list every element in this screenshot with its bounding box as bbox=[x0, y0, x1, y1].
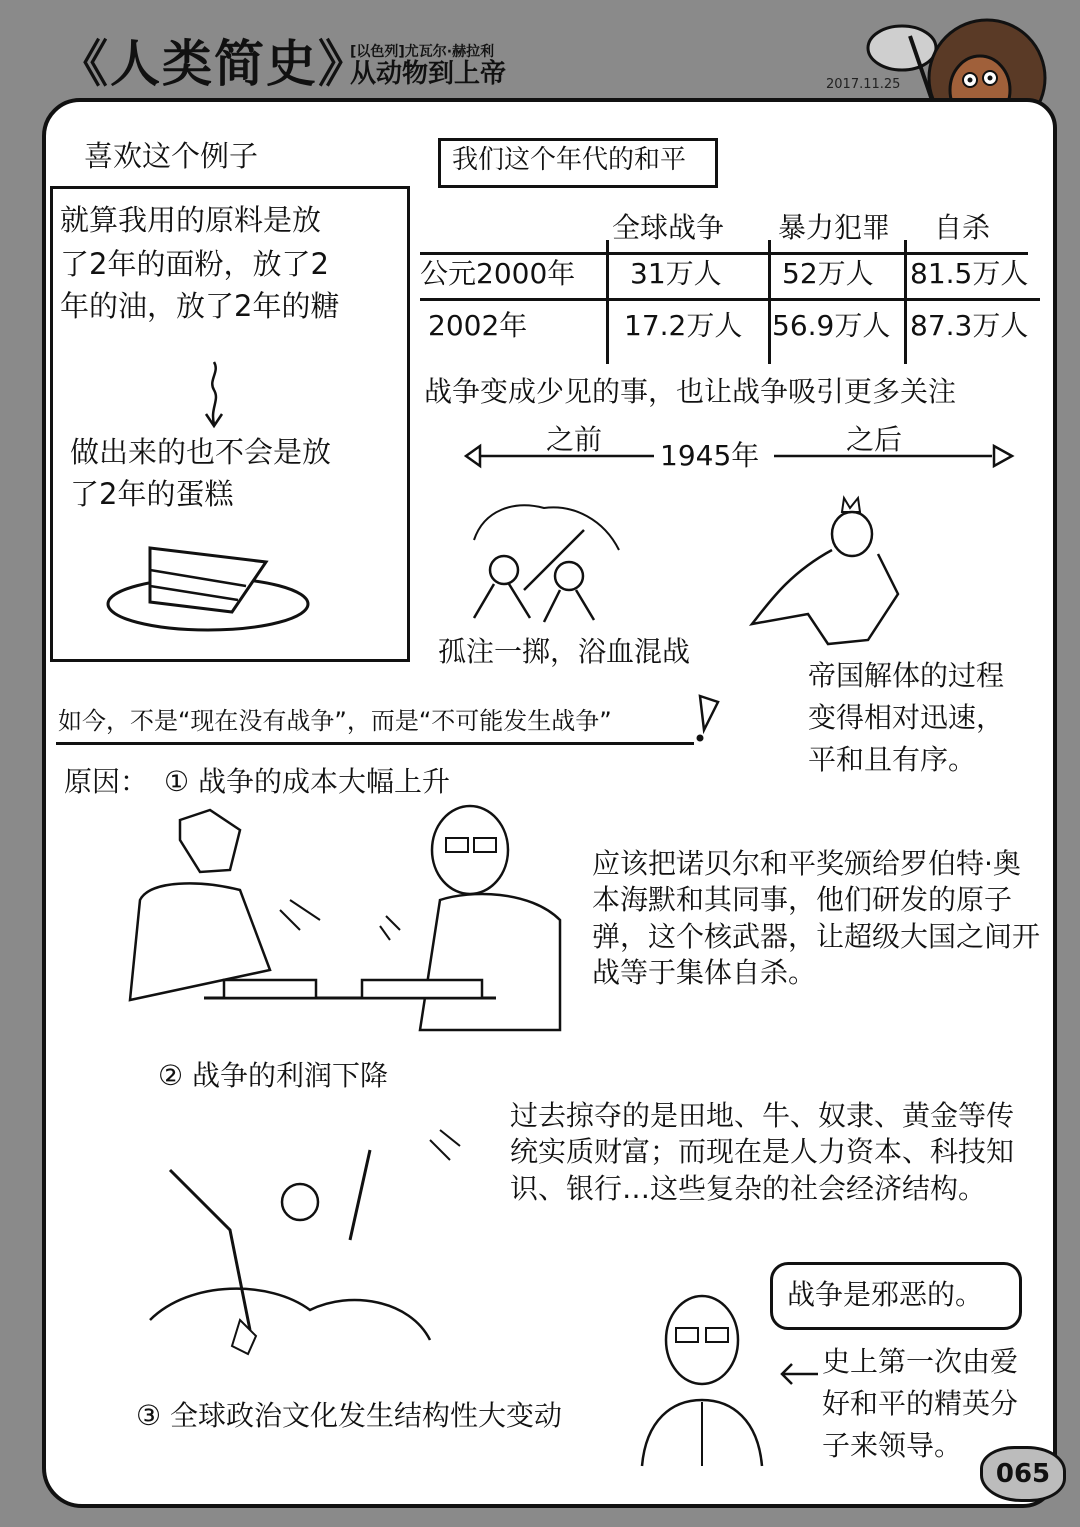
table-header-war: 全球战争 bbox=[612, 211, 725, 244]
speech-bubble bbox=[770, 1262, 1022, 1330]
example-line-2: 了2年的面粉，放了2 bbox=[60, 247, 329, 281]
left-heading: 喜欢这个例子 bbox=[84, 139, 259, 173]
battle-soldiers-icon bbox=[454, 500, 634, 630]
table-line bbox=[420, 252, 1028, 255]
book-title: 《人类简史》 bbox=[58, 35, 370, 93]
table-header-suicide: 自杀 bbox=[934, 211, 991, 244]
result-line-2: 了2年的蛋糕 bbox=[70, 477, 234, 511]
date-label: 2017.11.25 bbox=[826, 77, 901, 92]
table-row-2002-crime: 56.9万人 bbox=[772, 309, 891, 342]
reason-2-text: 过去掠夺的是田地、牛、奴隶、黄金等传统实质财富；而现在是人力资本、科技知识、银行…这些复杂的社会经济结构。 bbox=[510, 1099, 1015, 1205]
reasons-label: 原因： bbox=[64, 765, 149, 798]
exclamation-icon bbox=[690, 694, 720, 744]
table-divider bbox=[768, 240, 771, 364]
book-author: [以色列]尤瓦尔·赫拉利 bbox=[350, 44, 495, 60]
after-caption-1: 帝国解体的过程 bbox=[808, 659, 1005, 692]
table-row-2000-year: 公元2000年 bbox=[420, 257, 576, 290]
reason-1-title: ① 战争的成本大幅上升 bbox=[164, 765, 451, 798]
table-heading: 我们这个年代的和平 bbox=[452, 145, 687, 175]
example-line-3: 年的油，放了2年的糖 bbox=[60, 289, 340, 323]
after-caption-2: 变得相对迅速， bbox=[808, 701, 1005, 734]
empire-figure-icon bbox=[748, 494, 918, 644]
leader-figure-icon bbox=[632, 1290, 772, 1470]
scientists-pressing-button-icon bbox=[120, 800, 570, 1040]
cake-icon bbox=[104, 536, 314, 636]
reason-2-title: ② 战争的利润下降 bbox=[158, 1059, 389, 1092]
reason-3-text-1: 史上第一次由爱 bbox=[822, 1345, 1019, 1378]
table-row-2000-suicide: 81.5万人 bbox=[910, 257, 1029, 290]
result-line-1: 做出来的也不会是放 bbox=[70, 435, 332, 469]
timeline-before: 之前 bbox=[546, 423, 603, 456]
table-row-2000-crime: 52万人 bbox=[782, 257, 874, 290]
speech-text: 战争是邪恶的。 bbox=[787, 1278, 984, 1311]
book-subtitle: 从动物到上帝 bbox=[350, 59, 507, 89]
table-divider bbox=[904, 240, 907, 364]
reason-1-text: 应该把诺贝尔和平奖颁给罗伯特·奥本海默和其同事，他们研发的原子弹，这个核武器，让超级大国之间开战等于集体自杀。 bbox=[592, 847, 1041, 990]
timeline-year: 1945年 bbox=[660, 439, 760, 472]
table-header-crime: 暴力犯罪 bbox=[778, 211, 891, 244]
timeline-caption: 战争变成少见的事，也让战争吸引更多关注 bbox=[424, 375, 957, 408]
reason-3-title: ③ 全球政治文化发生结构性大变动 bbox=[136, 1399, 563, 1432]
reason-3-text-2: 好和平的精英分 bbox=[822, 1387, 1019, 1420]
table-row-2002-suicide: 87.3万人 bbox=[910, 309, 1029, 342]
page-number: 065 bbox=[980, 1446, 1066, 1502]
table-divider bbox=[606, 240, 609, 364]
table-row-2002-war: 17.2万人 bbox=[624, 309, 743, 342]
example-line-1: 就算我用的原料是放 bbox=[60, 203, 322, 237]
before-caption: 孤注一掷，浴血混战 bbox=[438, 635, 691, 668]
today-statement: 如今，不是“现在没有战争”，而是“不可能发生战争” bbox=[58, 707, 612, 735]
reason-3-text-3: 子来领导。 bbox=[822, 1429, 963, 1462]
table-row-2002-year: 2002年 bbox=[428, 309, 528, 342]
table-line bbox=[420, 298, 1040, 301]
looting-scene-icon bbox=[130, 1110, 470, 1360]
left-arrow-icon bbox=[778, 1362, 820, 1386]
table-row-2000-war: 31万人 bbox=[630, 257, 722, 290]
down-arrow-icon bbox=[200, 360, 230, 430]
timeline-after: 之后 bbox=[846, 423, 903, 456]
statement-underline bbox=[56, 742, 694, 745]
after-caption-3: 平和且有序。 bbox=[808, 743, 977, 776]
